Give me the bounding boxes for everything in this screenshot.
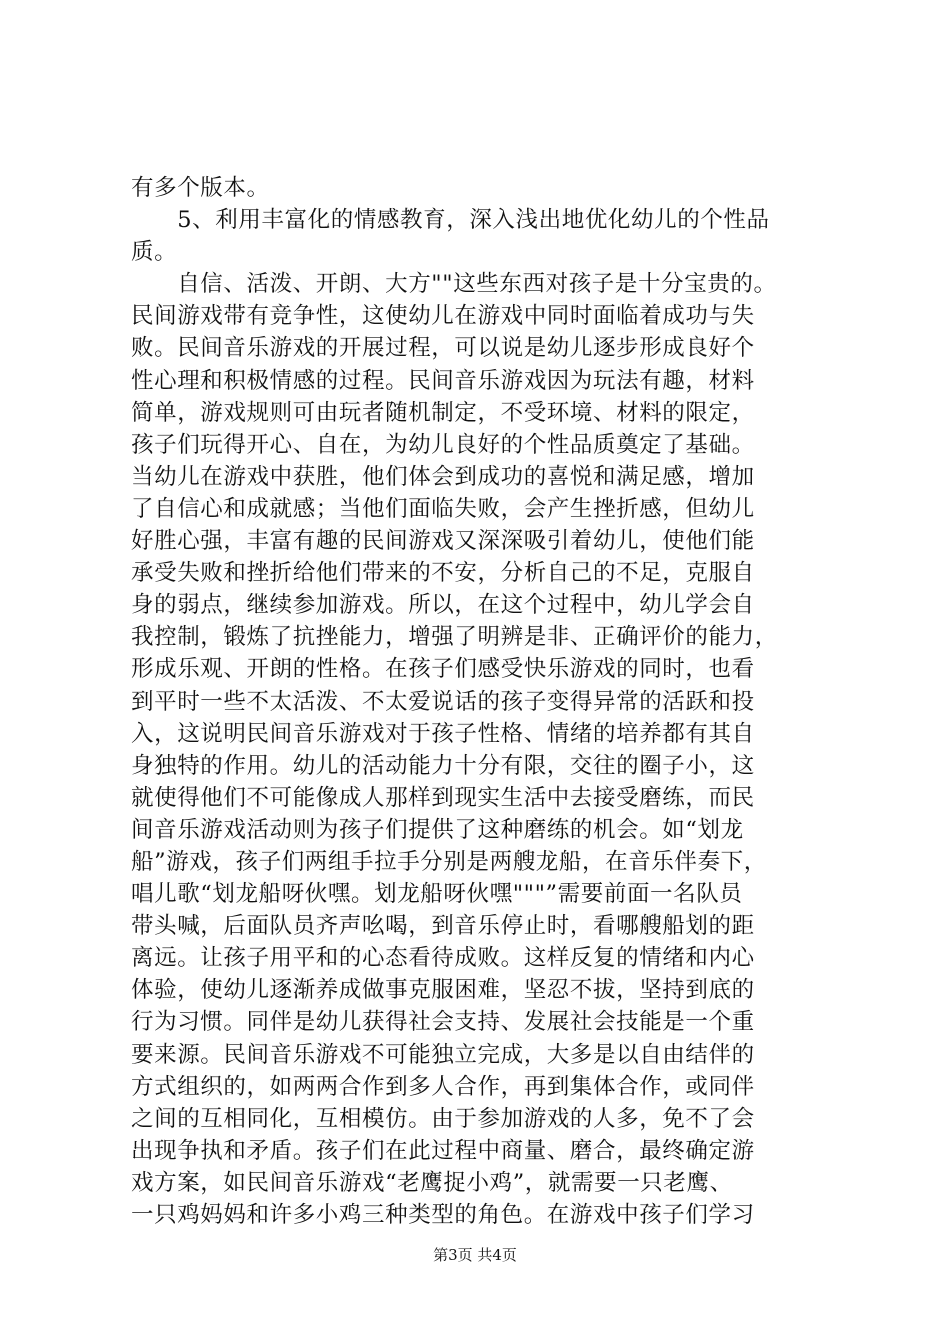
text-line: 船”游戏，孩子们两组手拉手分别是两艘龙船，在音乐伴奏下， [131,848,767,875]
text-line: 孩子们玩得开心、自在，为幼儿良好的个性品质奠定了基础。 [131,431,755,458]
text-line: 形成乐观、开朗的性格。在孩子们感受快乐游戏的同时，也看 [131,656,755,683]
text-line: 体验，使幼儿逐渐养成做事克服困难，坚忍不拔，坚持到底的 [131,977,755,1004]
document-body [131,172,831,1231]
text-line: 身独特的作用。幼儿的活动能力十分有限，交往的圈子小，这 [131,752,755,779]
text-line: 我控制，锻炼了抗挫能力，增强了明辨是非、正确评价的能力， [131,624,778,651]
text-line: 性心理和积极情感的过程。民间音乐游戏因为玩法有趣，材料 [131,367,755,394]
text-line: 离远。让孩子用平和的心态看待成败。这样反复的情绪和内心 [131,945,755,972]
text-line: 好胜心强，丰富有趣的民间游戏又深深吸引着幼儿，使他们能 [131,528,755,555]
text-line: 民间游戏带有竞争性，这使幼儿在游戏中同时面临着成功与失 [131,303,755,330]
text-line: 行为习惯。同伴是幼儿获得社会支持、发展社会技能是一个重 [131,1009,755,1036]
text-line: 简单，游戏规则可由玩者随机制定，不受环境、材料的限定， [131,399,755,426]
text-line: 出现争执和矛盾。孩子们在此过程中商量、磨合，最终确定游 [131,1137,755,1164]
text-line: 自信、活泼、开朗、大方""这些东西对孩子是十分宝贵的。 [131,271,777,298]
text-line: 戏方案，如民间音乐游戏“老鹰捉小鸡”，就需要一只老鹰、 [131,1169,733,1196]
text-line: 之间的互相同化，互相模仿。由于参加游戏的人多，免不了会 [131,1105,755,1132]
text-line: 就使得他们不可能像成人那样到现实生活中去接受磨练，而民 [131,784,755,811]
text-line: 要来源。民间音乐游戏不可能独立完成，大多是以自由结伴的 [131,1041,755,1068]
text-line: 入，这说明民间音乐游戏对于孩子性格、情绪的培养都有其自 [131,720,755,747]
text-line: 到平时一些不太活泼、不太爱说话的孩子变得异常的活跃和投 [131,688,755,715]
page-footer: 第3页 共4页 [433,1246,517,1264]
text-line: 身的弱点，继续参加游戏。所以，在这个过程中，幼儿学会自 [131,592,755,619]
text-line: 带头喊，后面队员齐声吆喝，到音乐停止时，看哪艘船划的距 [131,913,755,940]
text-line: 间音乐游戏活动则为孩子们提供了这种磨练的机会。如“划龙 [131,816,744,843]
text-line: 一只鸡妈妈和许多小鸡三种类型的角色。在游戏中孩子们学习 [131,1202,755,1228]
text-line: 唱儿歌“划龙船呀伙嘿。划龙船呀伙嘿"""”需要前面一名队员 [131,881,743,908]
text-line: 承受失败和挫折给他们带来的不安，分析自己的不足，克服自 [131,560,755,587]
text-line: 有多个版本。 [131,175,270,201]
text-line: 质。 [131,239,178,266]
text-line: 败。民间音乐游戏的开展过程，可以说是幼儿逐步形成良好个 [131,335,755,362]
text-line: 当幼儿在游戏中获胜，他们体会到成功的喜悦和满足感，增加 [131,463,755,490]
text-line: 了自信心和成就感；当他们面临失败，会产生挫折感，但幼儿 [131,495,755,522]
text-line: 5、利用丰富化的情感教育，深入浅出地优化幼儿的个性品 [131,207,770,234]
text-line: 方式组织的，如两两合作到多人合作，再到集体合作，或同伴 [131,1073,755,1100]
